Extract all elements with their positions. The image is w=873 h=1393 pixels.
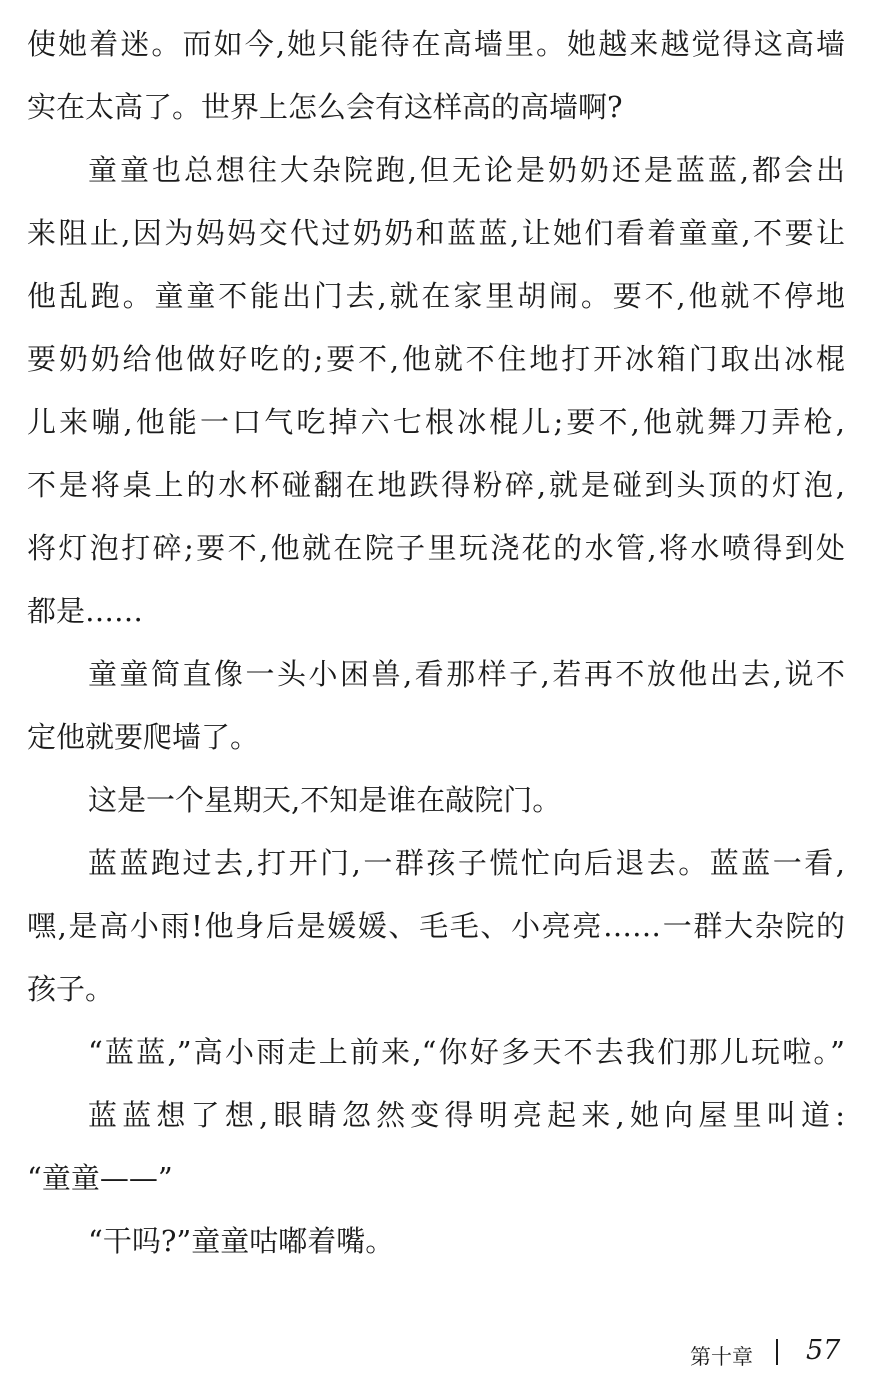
- text-line-13: 这是一个星期天,不知是谁在敲院门。: [88, 783, 562, 817]
- text-line-2: 实在太高了。世界上怎么会有这样高的高墙啊?: [27, 90, 623, 124]
- footer-divider: [776, 1339, 778, 1365]
- text-line-7: 儿来嘣,他能一口气吃掉六七根冰棍儿;要不,他就舞刀弄枪,: [27, 405, 845, 439]
- page-number: 57: [806, 1335, 841, 1366]
- text-line-8: 不是将桌上的水杯碰翻在地跌得粉碎,就是碰到头顶的灯泡,: [27, 468, 845, 502]
- text-line-10: 都是……: [27, 594, 144, 628]
- text-line-3: 童童也总想往大杂院跑,但无论是奶奶还是蓝蓝,都会出: [88, 153, 845, 187]
- text-line-4: 来阻止,因为妈妈交代过奶奶和蓝蓝,让她们看着童童,不要让: [27, 216, 845, 250]
- text-line-18: 蓝蓝想了想,眼睛忽然变得明亮起来,她向屋里叫道:: [88, 1098, 845, 1132]
- text-line-17: “蓝蓝,”高小雨走上前来,“你好多天不去我们那儿玩啦。”: [88, 1035, 845, 1069]
- chapter-label: 第十章: [690, 1345, 753, 1369]
- text-line-6: 要奶奶给他做好吃的;要不,他就不住地打开冰箱门取出冰棍: [27, 342, 845, 376]
- text-line-11: 童童简直像一头小困兽,看那样子,若再不放他出去,说不: [88, 657, 845, 691]
- text-line-12: 定他就要爬墙了。: [27, 720, 260, 754]
- text-line-16: 孩子。: [27, 972, 115, 1006]
- text-line-20: “干吗?”童童咕嘟着嘴。: [88, 1224, 395, 1258]
- text-line-19: “童童——”: [27, 1161, 173, 1195]
- text-line-15: 嘿,是高小雨!他身后是媛媛、毛毛、小亮亮……一群大杂院的: [27, 909, 845, 943]
- text-line-5: 他乱跑。童童不能出门去,就在家里胡闹。要不,他就不停地: [27, 279, 845, 313]
- text-line-1: 使她着迷。而如今,她只能待在高墙里。她越来越觉得这高墙: [27, 27, 845, 61]
- text-line-14: 蓝蓝跑过去,打开门,一群孩子慌忙向后退去。蓝蓝一看,: [88, 846, 845, 880]
- text-line-9: 将灯泡打碎;要不,他就在院子里玩浇花的水管,将水喷得到处: [27, 531, 845, 565]
